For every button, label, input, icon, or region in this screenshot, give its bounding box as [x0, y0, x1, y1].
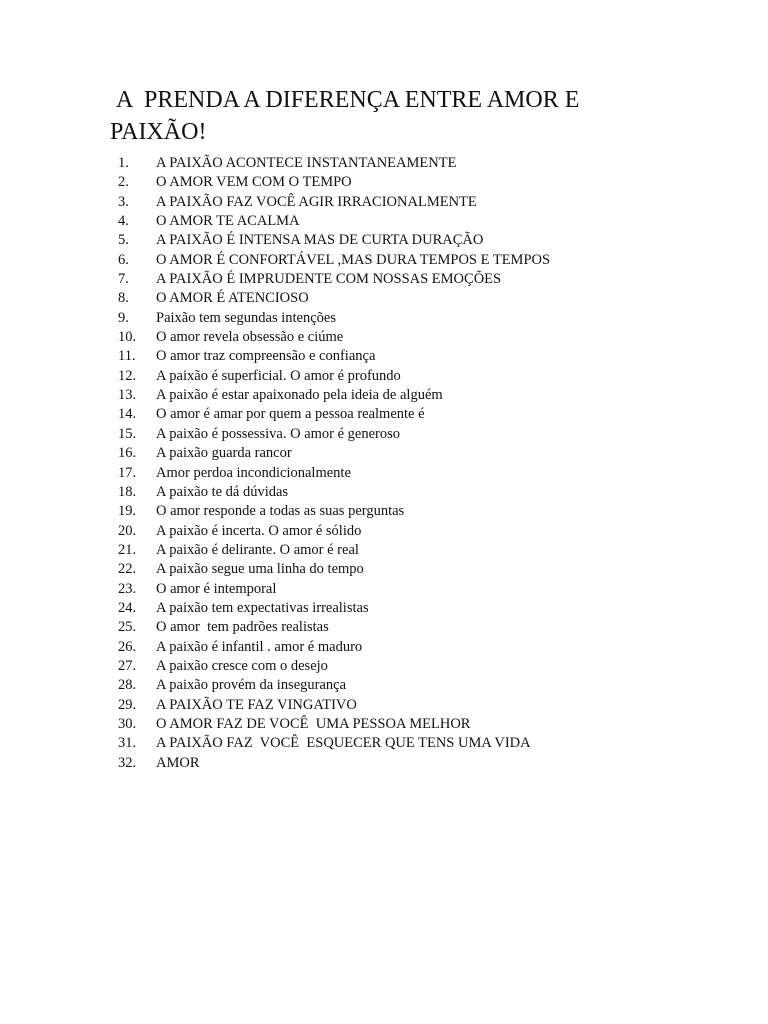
list-item-text: A PAIXÃO É INTENSA MAS DE CURTA DURAÇÃO: [156, 232, 484, 249]
list-item-text: O amor traz compreensão e confiança: [156, 348, 376, 365]
list-item: [118, 173, 758, 192]
list-item: [118, 618, 758, 637]
list-item-number: 24.: [118, 599, 137, 616]
list-item-number: 7.: [118, 271, 129, 288]
list-item-text: A paixão é incerta. O amor é sólido: [156, 522, 362, 539]
list-item-number: 29.: [118, 696, 137, 713]
list-item-text: O amor é intemporal: [156, 580, 277, 597]
list-item-number: 2.: [118, 174, 129, 191]
list-item-text: A paixão tem expectativas irrealistas: [156, 599, 369, 616]
list-item-text: A paixão é estar apaixonado pela ideia de alguém: [156, 387, 443, 404]
list-item-text: A paixão cresce com o desejo: [156, 657, 328, 674]
list-item-text: A PAIXÃO É IMPRUDENTE COM NOSSAS EMOÇÕES: [156, 271, 502, 288]
list-item-number: 10.: [118, 329, 137, 346]
list-item-text: A paixão te dá dúvidas: [156, 483, 289, 500]
list-item-text: Amor perdoa incondicionalmente: [156, 464, 351, 481]
list-item-number: 16.: [118, 445, 137, 462]
list-item: [118, 541, 758, 560]
list-item-text: A paixão é delirante. O amor é real: [156, 541, 359, 558]
list-item-text: A paixão guarda rancor: [156, 445, 292, 462]
list-item: [118, 289, 758, 308]
list-item-number: 12.: [118, 367, 137, 384]
numbered-list: [118, 154, 758, 773]
list-item-number: 21.: [118, 541, 137, 558]
list-item: [118, 657, 758, 676]
list-item-number: 1.: [118, 155, 129, 171]
list-item-number: 11.: [118, 348, 136, 365]
list-item: [118, 444, 758, 463]
list-item: [118, 212, 758, 231]
list-item-text: A PAIXÃO TE FAZ VINGATIVO: [156, 696, 357, 713]
list-item-number: 18.: [118, 483, 137, 500]
list-item: [118, 193, 758, 212]
list-item: [118, 560, 758, 579]
list-item: [118, 715, 758, 734]
list-item-number: 4.: [118, 213, 129, 230]
list-item: [118, 386, 758, 405]
list-item-number: 23.: [118, 580, 137, 597]
list-item-number: 32.: [118, 754, 137, 771]
list-item-number: 31.: [118, 735, 137, 752]
list-item-number: 13.: [118, 387, 137, 404]
list-item-number: 5.: [118, 232, 129, 249]
list-item-text: A paixão é superficial. O amor é profundo: [156, 367, 401, 384]
list-item: [118, 464, 758, 483]
list-item-number: 9.: [118, 309, 129, 326]
list-item: [118, 251, 758, 270]
list-item-number: 6.: [118, 251, 129, 268]
list-item: [118, 328, 758, 347]
list-item-text: A PAIXÃO FAZ VOCÊ AGIR IRRACIONALMENTE: [156, 193, 477, 210]
list-item: [118, 754, 758, 773]
list-item-text: A paixão é possessiva. O amor é generoso: [156, 425, 401, 442]
list-item-text: O amor revela obsessão e ciúme: [156, 329, 344, 346]
list-item-number: 27.: [118, 657, 137, 674]
list-item: [118, 405, 758, 424]
list-item-text: A paixão provém da insegurança: [156, 677, 347, 694]
list-item-text: A PAIXÃO ACONTECE INSTANTANEAMENTE: [156, 155, 457, 171]
list-item-text: O amor tem padrões realistas: [156, 619, 329, 636]
list-item-text: AMOR: [156, 754, 200, 771]
list-item: [118, 483, 758, 502]
list-item: [118, 696, 758, 715]
list-item: [118, 425, 758, 444]
list-item-text: O AMOR TE ACALMA: [156, 213, 300, 230]
list-item-number: 14.: [118, 406, 137, 423]
list-item-number: 3.: [118, 193, 129, 210]
list-item: [118, 309, 758, 328]
list-item: [118, 347, 758, 366]
list-item: [118, 580, 758, 599]
list-item: [118, 502, 758, 521]
list-item: [118, 231, 758, 250]
list-item-number: 20.: [118, 522, 137, 539]
list-item-number: 26.: [118, 638, 137, 655]
list-item-text: A paixão é infantil . amor é maduro: [156, 638, 363, 655]
list-item-number: 25.: [118, 619, 137, 636]
list-item: [118, 676, 758, 695]
list-item-text: O AMOR FAZ DE VOCÊ UMA PESSOA MELHOR: [156, 715, 471, 732]
list-item-text: O AMOR É CONFORTÁVEL ,MAS DURA TEMPOS E TEMPOS: [156, 251, 551, 268]
list-item-number: 28.: [118, 677, 137, 694]
list-item-text: O AMOR É ATENCIOSO: [156, 290, 309, 307]
list-item-number: 15.: [118, 425, 137, 442]
list-item: [118, 522, 758, 541]
list-item-number: 19.: [118, 503, 137, 520]
list-item: [118, 599, 758, 618]
list-item-number: 17.: [118, 464, 137, 481]
list-item-text: O AMOR VEM COM O TEMPO: [156, 174, 352, 191]
list-item-number: 8.: [118, 290, 129, 307]
document-title: A PRENDA A DIFERENÇA ENTRE AMOR E PAIXÃO!: [110, 87, 586, 145]
list-item: [118, 734, 758, 753]
list-item-text: Paixão tem segundas intenções: [156, 309, 336, 326]
list-item-text: O amor responde a todas as suas perguntas: [156, 503, 405, 520]
list-item-text: A paixão segue uma linha do tempo: [156, 561, 364, 578]
list-item: [118, 367, 758, 386]
list-item-text: O amor é amar por quem a pessoa realmente é: [156, 406, 425, 423]
list-item: [118, 154, 758, 173]
list-item: [118, 638, 758, 657]
list-item: [118, 270, 758, 289]
list-item-text: A PAIXÃO FAZ VOCÊ ESQUECER QUE TENS UMA VIDA: [156, 735, 531, 752]
list-item-number: 30.: [118, 715, 137, 732]
list-item-number: 22.: [118, 561, 137, 578]
